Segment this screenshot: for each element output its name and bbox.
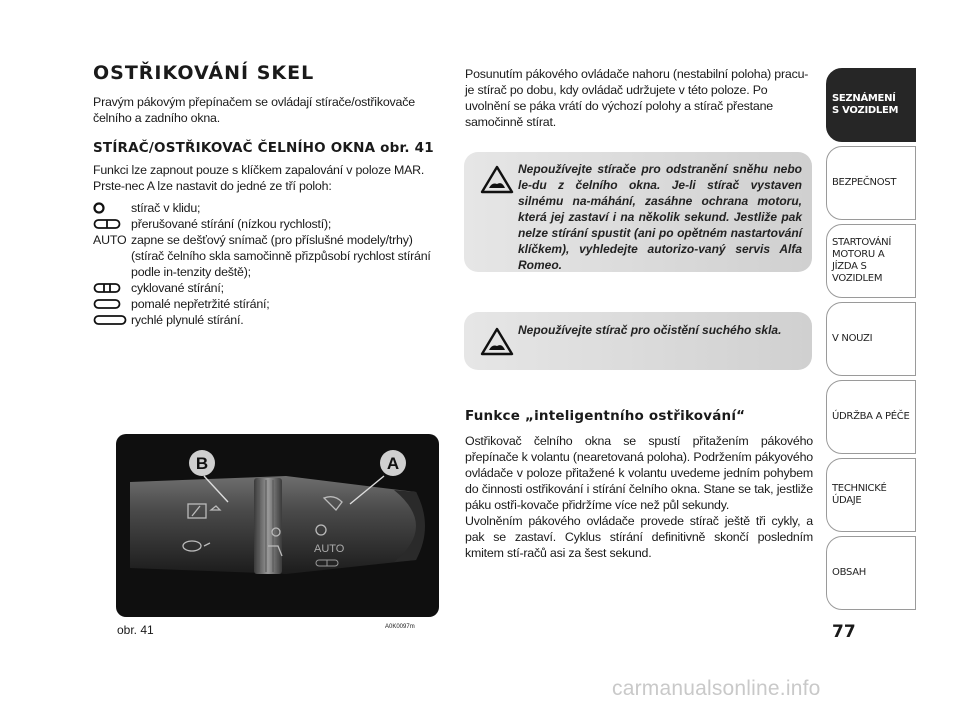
cyclic-icon bbox=[93, 280, 131, 296]
page-number: 77 bbox=[832, 622, 856, 642]
warning-box-2 bbox=[464, 312, 812, 370]
warning-triangle-icon bbox=[480, 326, 514, 356]
warning-text-top bbox=[518, 161, 802, 273]
tab-label: SEZNÁMENÍ S VOZIDLEM bbox=[832, 93, 899, 116]
figure-code: A0K0097m bbox=[385, 624, 415, 630]
mode-item bbox=[93, 232, 445, 280]
mode-list bbox=[93, 200, 445, 328]
tab-label: V NOUZI bbox=[832, 333, 873, 344]
interval-icon bbox=[93, 216, 131, 232]
tab-label: ÚDRŽBA A PÉČE bbox=[832, 411, 910, 422]
warning-triangle-icon bbox=[480, 164, 514, 194]
warning-text: Nepoužívejte stírače pro odstranění sněhu nebo le-du z čelního okna. Je-li stírač vystaven silnému na-máhání, zasáhne ochrana motoru, která jej zastaví i na několik sekund. Jestliže pak nelze stírání spustit (ani po opětném nastartování klíčkem), vyhledejte autorizo-vaný servis Alfa Romeo. bbox=[518, 162, 802, 272]
watermark: carmanualsonline.info bbox=[612, 677, 821, 700]
right-intro-text: Posunutím pákového ovládače nahoru (nestabilní poloha) pracu-je stírač po dobu, kdy ovládač udržujete v této poloze. Po uvolnění se páka vrátí do výchozí polohy a stírač přestane samočinně stírat. bbox=[465, 67, 809, 129]
tab-label: BEZPEČNOST bbox=[832, 177, 897, 188]
page-title: OSTŘIKOVÁNÍ SKEL bbox=[93, 62, 315, 84]
label-a: A bbox=[386, 454, 400, 473]
tab-startovani[interactable] bbox=[826, 224, 916, 298]
slow-icon bbox=[93, 296, 131, 312]
warning2-text: Nepoužívejte stírač pro očistění suchého skla. bbox=[518, 323, 782, 337]
tab-label: STARTOVÁNÍ MOTORU A JÍZDA S VOZIDLEM bbox=[832, 237, 892, 284]
mode-item bbox=[93, 312, 445, 328]
mode-text: zapne se dešťový snímač (pro příslušné modely/trhy) (stírač čelního skla samočinně přizpůsobí rychlost stírání podle in-tenzity deště); bbox=[131, 233, 431, 279]
smart-text-1: Ostřikovač čelního okna se spustí přitažením pákového přepínače k volantu (nearetovaná poloha). Podržením pákyového ovládače v poloze přitažené k volantu uvedeme jedním pohybem do činnosti ostřikování i stírání čelního okna. Stane se tak, jestliže páku ostři-kovače přidržíme více než půl sekundy. bbox=[465, 434, 813, 512]
warning-box bbox=[464, 152, 812, 272]
auto-marking: AUTO bbox=[314, 543, 345, 555]
tab-label: TECHNICKÉ ÚDAJE bbox=[832, 483, 887, 506]
section-text: Funkci lze zapnout pouze s klíčkem zapalování v poloze MAR. Prste-nec A lze nastavit do jedné ze tří poloh: bbox=[93, 163, 425, 193]
mode-text: pomalé nepřetržité stírání; bbox=[131, 297, 270, 311]
left-column bbox=[93, 94, 445, 328]
tab-v-nouzi[interactable] bbox=[826, 302, 916, 376]
tab-technicke-udaje[interactable] bbox=[826, 458, 916, 532]
mode-item bbox=[93, 216, 445, 232]
smart-heading: Funkce „inteligentního ostřikování“ bbox=[465, 408, 746, 424]
mode-item bbox=[93, 200, 445, 216]
mode-text: přerušované stírání (nízkou rychlostí); bbox=[131, 217, 332, 231]
label-b: B bbox=[195, 454, 209, 473]
tab-obsah[interactable] bbox=[826, 536, 916, 610]
figure-caption: obr. 41 bbox=[117, 623, 154, 637]
intro-text: Pravým pákovým přepínačem se ovládají stírače/ostřikovače čelního a zadního okna. bbox=[93, 95, 415, 125]
mode-item bbox=[93, 296, 445, 312]
tab-bezpecnost[interactable] bbox=[826, 146, 916, 220]
tab-label: OBSAH bbox=[832, 567, 866, 578]
stop-icon bbox=[93, 200, 131, 216]
wiper-lever-illustration bbox=[116, 434, 439, 617]
wiper-lever-figure bbox=[116, 434, 439, 617]
smart-text-2: Uvolněním pákového ovládače provede stírač ještě tři cykly, a pak se zastaví. Cyklus stírání definitivně skončí posledním kmitem stí-račů asi za šest sekund. bbox=[465, 514, 813, 560]
section-heading: STÍRAČ/OSTŘIKOVAČ ČELNÍHO OKNA obr. 41 bbox=[93, 140, 434, 156]
mode-text: stírač v klidu; bbox=[131, 201, 201, 215]
auto-label: AUTO bbox=[93, 233, 127, 247]
mode-item bbox=[93, 280, 445, 296]
tab-udrzba[interactable] bbox=[826, 380, 916, 454]
right-intro bbox=[465, 66, 813, 130]
mode-text: cyklované stírání; bbox=[131, 281, 224, 295]
fast-icon bbox=[93, 312, 131, 328]
tab-seznameni[interactable] bbox=[826, 68, 916, 142]
mode-text: rychlé plynulé stírání. bbox=[131, 313, 244, 327]
smart-section bbox=[465, 408, 813, 561]
